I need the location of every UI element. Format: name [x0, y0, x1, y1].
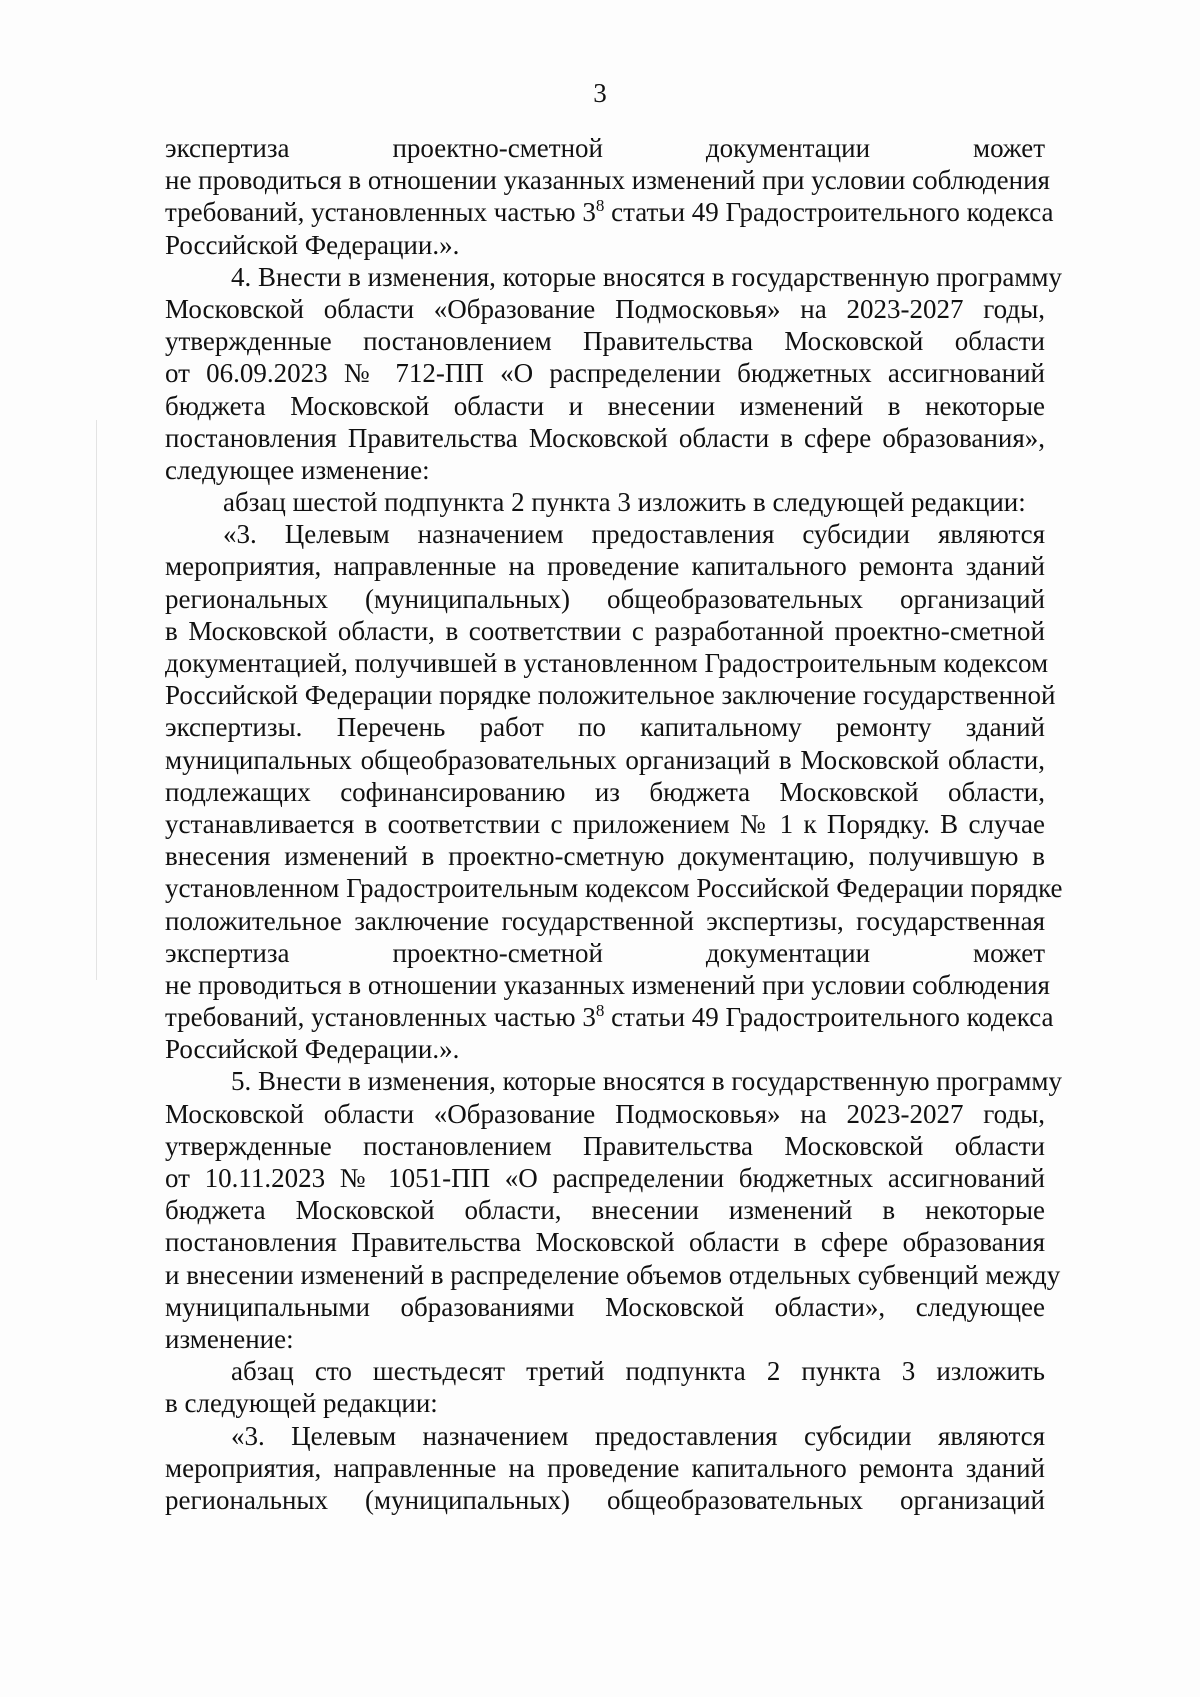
text-line — [165, 132, 1045, 164]
line-text: постановления Правительства Московской области в сфере образования», — [165, 422, 1045, 453]
text-line — [165, 293, 1045, 325]
line-text: и внесении изменений в распределение объемов отдельных субвенций между — [165, 1259, 1061, 1290]
line-text: бюджета Московской области и внесении изменений в некоторые — [165, 390, 1045, 421]
line-text: Московской области «Образование Подмосковья» на 2023-2027 годы, — [165, 1098, 1045, 1129]
text-line — [165, 1355, 1045, 1387]
text-line — [165, 808, 1045, 840]
text-line — [165, 357, 1045, 389]
line-text: не проводиться в отношении указанных изменений при условии соблюдения — [165, 165, 1050, 196]
text-line — [165, 1484, 1045, 1516]
text-line — [165, 1033, 1045, 1065]
line-text: следующее изменение: — [165, 454, 430, 485]
text-line — [165, 647, 1049, 679]
line-text: утвержденные постановлением Правительства Московской области — [165, 1130, 1045, 1161]
text-line — [165, 711, 1045, 743]
line-text: от 10.11.2023 № 1051-ПП «О распределении бюджетных ассигнований — [165, 1163, 1045, 1193]
text-line — [165, 325, 1045, 357]
text-line — [165, 261, 1062, 293]
line-text: Российской Федерации порядке положительное заключение государственной — [165, 680, 1056, 711]
line-text: установленном Градостроительным кодексом Российской Федерации порядке — [165, 873, 1063, 904]
page-number: 3 — [593, 78, 607, 108]
text-line — [165, 454, 1045, 486]
superscript: 8 — [595, 196, 605, 216]
text-line — [165, 1291, 1045, 1323]
text-line — [165, 615, 1045, 647]
text-line — [165, 518, 1045, 550]
text-line — [165, 1130, 1045, 1162]
text-line — [165, 937, 1045, 969]
text-line — [165, 196, 1054, 228]
line-text: требований, установленных частью 3 — [165, 1002, 596, 1033]
line-text: 5. Внести в изменения, которые вносятся в государственную программу — [231, 1066, 1062, 1097]
text-line — [165, 905, 1045, 937]
line-text: экспертизы. Перечень работ по капитальному ремонту зданий — [165, 712, 1045, 743]
text-line — [165, 679, 1056, 711]
line-text: в Московской области, в соответствии с разработанной проектно-сметной — [165, 615, 1045, 646]
line-text-continued: статьи 49 Градостроительного кодекса — [604, 1002, 1054, 1033]
text-line — [165, 229, 1045, 261]
line-text: положительное заключение государственной экспертизы, государственная — [165, 905, 1045, 936]
text-line — [165, 390, 1045, 422]
line-text: подлежащих софинансированию из бюджета Московской области, — [165, 776, 1045, 807]
line-text: Московской области «Образование Подмосковья» на 2023-2027 годы, — [165, 293, 1045, 324]
text-line — [165, 422, 1045, 454]
line-text: 4. Внести в изменения, которые вносятся в государственную программу — [231, 261, 1062, 292]
text-line — [165, 1226, 1045, 1258]
line-text: постановления Правительства Московской области в сфере образования — [165, 1227, 1045, 1258]
text-line — [165, 872, 1063, 904]
line-text: мероприятия, направленные на проведение капитального ремонта зданий — [165, 551, 1045, 582]
text-line — [165, 1065, 1062, 1097]
text-line — [165, 164, 1050, 196]
text-line — [165, 1452, 1045, 1484]
line-text: в следующей редакции: — [165, 1388, 438, 1419]
scan-edge-mark — [96, 420, 97, 980]
line-text: устанавливается в соответствии с приложением № 1 к Порядку. В случае — [165, 808, 1045, 839]
text-line — [165, 583, 1045, 615]
line-text: Российской Федерации.». — [165, 1034, 460, 1065]
text-line — [165, 744, 1045, 776]
line-text: мероприятия, направленные на проведение капитального ремонта зданий — [165, 1452, 1045, 1483]
line-text: изменение: — [165, 1323, 294, 1354]
line-text: «3. Целевым назначением предоставления субсидии являются — [231, 1420, 1045, 1451]
text-line — [165, 776, 1045, 808]
line-text: бюджета Московской области, внесении изменений в некоторые — [165, 1195, 1045, 1226]
line-text: требований, установленных частью 3 — [165, 197, 596, 228]
text-line — [165, 1323, 1045, 1355]
line-text: документацией, получившей в установленном Градостроительным кодексом — [165, 648, 1049, 678]
line-text-continued: статьи 49 Градостроительного кодекса — [604, 197, 1054, 228]
line-text: региональных (муниципальных) общеобразовательных организаций — [165, 1484, 1045, 1515]
text-line — [165, 486, 1045, 518]
line-text: муниципальными образованиями Московской области», следующее — [165, 1291, 1045, 1322]
document-body — [165, 132, 1063, 1516]
text-line — [165, 1420, 1045, 1452]
line-text: Российской Федерации.». — [165, 229, 460, 260]
line-text: утвержденные постановлением Правительства Московской области — [165, 326, 1045, 357]
line-text: экспертиза проектно-сметной документации может — [165, 133, 1045, 163]
text-line — [165, 1194, 1045, 1226]
text-line — [165, 840, 1045, 872]
line-text: абзац сто шестьдесят третий подпункта 2 пункта 3 изложить — [231, 1356, 1045, 1387]
line-text: не проводиться в отношении указанных изменений при условии соблюдения — [165, 969, 1050, 1000]
superscript: 8 — [595, 1001, 605, 1021]
text-line — [165, 550, 1045, 582]
line-text: экспертиза проектно-сметной документации может — [165, 937, 1045, 968]
text-line — [165, 969, 1050, 1001]
text-line — [165, 1387, 1045, 1419]
line-text: муниципальных общеобразовательных организаций в Московской области, — [165, 744, 1045, 775]
text-line — [165, 1098, 1045, 1130]
text-line — [165, 1001, 1054, 1033]
line-text: внесения изменений в проектно-сметную документацию, получившую в — [165, 841, 1045, 872]
line-text: абзац шестой подпункта 2 пункта 3 изложить в следующей редакции: — [223, 487, 1026, 518]
text-line — [165, 1162, 1045, 1194]
text-line — [165, 1259, 1061, 1291]
line-text: от 06.09.2023 № 712-ПП «О распределении бюджетных ассигнований — [165, 358, 1045, 389]
line-text: «3. Целевым назначением предоставления субсидии являются — [223, 519, 1045, 550]
line-text: региональных (муниципальных) общеобразовательных организаций — [165, 583, 1045, 614]
